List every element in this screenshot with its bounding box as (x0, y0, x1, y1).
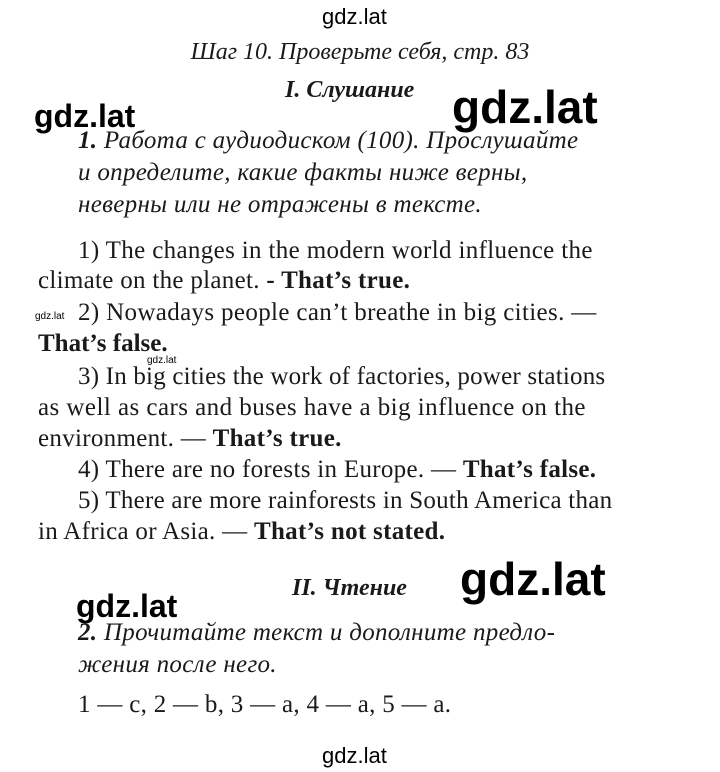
answer-5-text: in Africa or Asia. — (38, 518, 254, 545)
answer-2-verdict: That’s false. (38, 330, 168, 357)
answer-3-line-2: as well as cars and buses have a big influence on the (38, 394, 586, 421)
answer-5-line-1: 5) There are more rainforests in South America than (78, 487, 613, 514)
watermark-large-1: gdz.lat (452, 81, 598, 133)
answer-1-line-1: 1) The changes in the modern world influence the (78, 237, 593, 264)
task-1-text-1: Работа с аудиодиском (100). Прослушайте (103, 127, 579, 154)
watermark-left-1: gdz.lat (34, 98, 136, 134)
answer-4-line-1 (78, 457, 596, 482)
answer-5-verdict: That’s not stated. (253, 518, 446, 545)
step-title: Шаг 10. Проверьте себя, стр. 83 (190, 39, 530, 65)
answer-3-text: environment. — (38, 425, 213, 452)
answer-3-line-3 (38, 426, 342, 451)
task-1-number: 1. (78, 127, 98, 154)
task-1-line-1 (78, 128, 578, 153)
answer-3-line-1: 3) In big cities the work of factories, power stations (78, 363, 606, 390)
task-2-line-2: жения после него. (78, 651, 277, 678)
answer-4-verdict: That’s false. (462, 456, 597, 483)
answer-1-verdict: - That’s true. (259, 267, 411, 294)
answer-1-text: climate on the planet. (38, 267, 260, 294)
task-2-answer: 1 — c, 2 — b, 3 — a, 4 — a, 5 — a. (78, 691, 452, 718)
watermark-bottom: gdz.lat (322, 743, 387, 768)
watermark-small-2: gdz.lat (147, 355, 177, 366)
answer-5-line-2 (38, 519, 445, 544)
watermark-small-1: gdz.lat (35, 311, 65, 322)
watermark-top: gdz.lat (322, 4, 387, 29)
answer-3-verdict: That’s true. (212, 425, 342, 452)
task-2-line-1 (78, 620, 555, 645)
watermark-large-2: gdz.lat (460, 553, 606, 605)
task-2-number: 2. (78, 619, 98, 646)
answer-1-line-2 (38, 268, 410, 293)
section-1-heading: I. Слушание (285, 77, 415, 103)
section-2-heading: II. Чтение (292, 575, 407, 601)
answer-2-line-1: 2) Nowadays people can’t breathe in big cities. — (78, 299, 597, 326)
task-2-text-1: Прочитайте текст и дополните предло- (103, 619, 556, 646)
task-1-line-2: и определите, какие факты ниже верны, (78, 159, 528, 186)
answer-4-text: 4) There are no forests in Europe. — (78, 456, 463, 483)
task-1-line-3: неверны или не отражены в тексте. (78, 191, 482, 218)
watermark-left-2: gdz.lat (76, 588, 178, 624)
